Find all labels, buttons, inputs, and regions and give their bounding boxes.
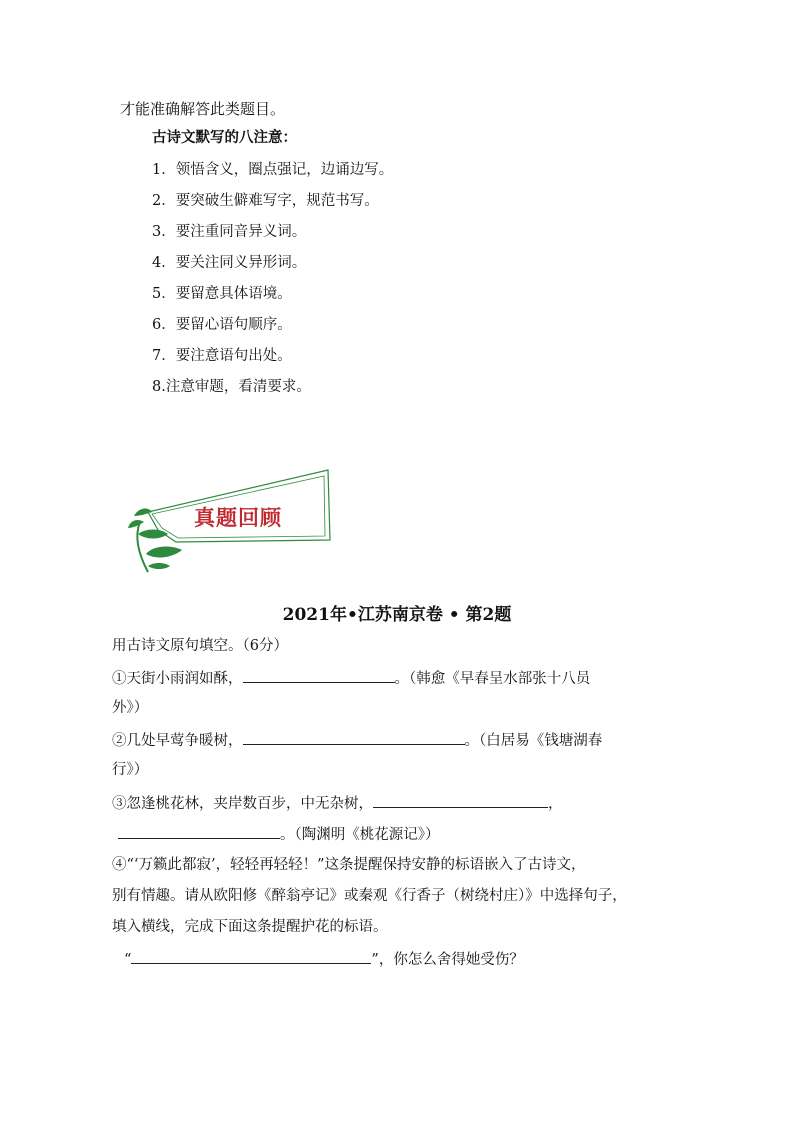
question-title: 2021年•江苏南京卷 • 第2题 [282,605,512,625]
question-3-suffix: 。（陶渊明《桃花源记》） [280,827,440,843]
answer-blank-1[interactable] [243,667,395,683]
question-3 [112,792,563,814]
section-banner [118,462,338,587]
question-4-line1: ④“‘万籁此都寂’，轻轻再轻轻！”这条提醒保持安静的标语嵌入了古诗文， [112,857,586,873]
question-1-prefix: ①天街小雨润如酥， [112,671,243,687]
list-item: 7．要注意语句出处。 [152,348,292,364]
question-1 [112,667,590,689]
list-item: 1．领悟含义，圈点强记，边诵边写。 [152,162,394,178]
instruction: 用古诗文原句填空。（6分） [112,638,288,654]
intro-text: 才能准确解答此类题目。 [120,100,286,118]
answer-blank-4[interactable] [131,948,371,964]
question-2-prefix: ②几处早莺争暖树， [112,733,243,749]
question-3-prefix: ③忽逢桃花林，夹岸数百步，中无杂树， [112,796,373,812]
list-item: 4．要关注同义异形词。 [152,255,307,271]
answer-blank-3b[interactable] [118,823,280,839]
question-2-suffix: 。（白居易《钱塘湖春 [464,733,603,749]
tips-heading: 古诗文默写的八注意： [152,129,297,146]
question-3-comma: ， [548,796,563,812]
question-2-continuation: 行》） [112,762,149,778]
question-4-line3: 填入横线，完成下面这条提醒护花的标语。 [112,919,388,935]
question-1-continuation: 外》） [112,700,149,716]
slogan-open-quote: “ [124,952,132,968]
list-item: 5．要留意具体语境。 [152,286,292,302]
list-item: 2．要突破生僻难写字，规范书写。 [152,193,379,209]
list-item: 6．要留心语句顺序。 [152,317,292,333]
question-3-line2 [118,823,440,845]
list-item: 8.注意审题，看清要求。 [152,379,311,395]
answer-blank-3a[interactable] [373,792,548,808]
question-4-line2: 别有情趣。请从欧阳修《醉翁亭记》或秦观《行香子（树绕村庄）》中选择句子， [112,888,627,904]
banner-label: 真题回顾 [194,505,282,530]
question-4-slogan [124,948,524,970]
list-item: 3．要注重同音异义词。 [152,224,307,240]
question-2 [112,729,602,751]
question-1-suffix: 。（韩愈《早春呈水部张十八员 [394,671,591,687]
answer-blank-2[interactable] [243,729,465,745]
slogan-close: ”，你怎么舍得她受伤？ [371,952,524,968]
